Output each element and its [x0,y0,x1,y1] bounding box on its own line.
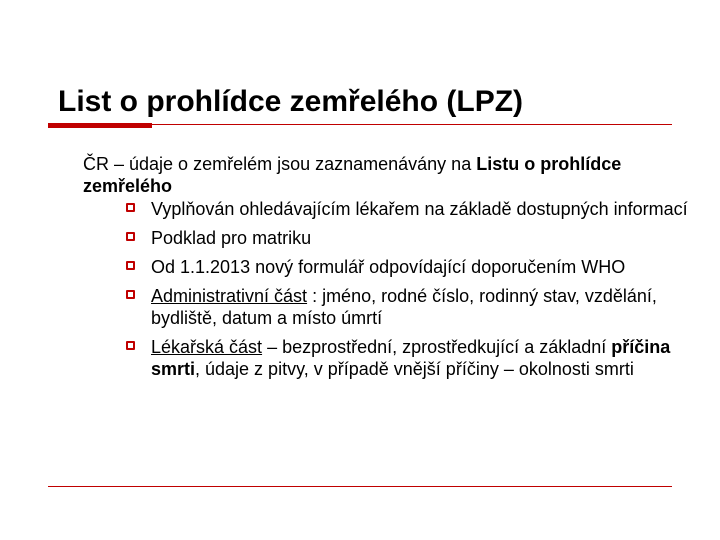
list-item [83,256,693,278]
list-item-text: Od 1.1.2013 nový formulář odpovídající doporučením WHO [151,257,626,277]
list-item-bold-text: příčina smrti [151,337,671,379]
list-item-underlined-text: Lékařská část [151,337,263,357]
list-item [83,336,693,380]
list-item-underlined-text: Administrativní část [151,286,308,306]
list-item [83,285,693,329]
lead-bold-text: Listu o prohlídce zemřelého [83,154,622,196]
hollow-square-bullet-icon [126,341,135,350]
list-item [83,198,693,220]
list-item-text: , údaje z pitvy, v případě vnější příčiny – okolnosti smrti [195,359,634,379]
hollow-square-bullet-icon [126,232,135,241]
hollow-square-bullet-icon [126,290,135,299]
bullet-list [83,198,693,380]
list-item-text: Vyplňován ohledávajícím lékařem na základě dostupných informací [151,199,688,219]
hollow-square-bullet-icon [126,203,135,212]
slide-title: List o prohlídce zemřelého (LPZ) [58,85,524,118]
list-item [83,227,693,249]
hollow-square-bullet-icon [126,261,135,270]
lead-text: ČR – údaje o zemřelém jsou zaznamenávány na [83,154,477,174]
slide-content [83,153,693,387]
list-item-text: : jméno, rodné číslo, rodinný stav, vzdělání, bydliště, datum a místo úmrtí [151,286,657,328]
list-item-text: – bezprostřední, zprostředkující a základní [262,337,612,357]
title-divider [48,124,672,125]
list-item-text: Podklad pro matriku [151,228,312,248]
lead-paragraph [83,153,693,197]
footer-divider [48,486,672,487]
